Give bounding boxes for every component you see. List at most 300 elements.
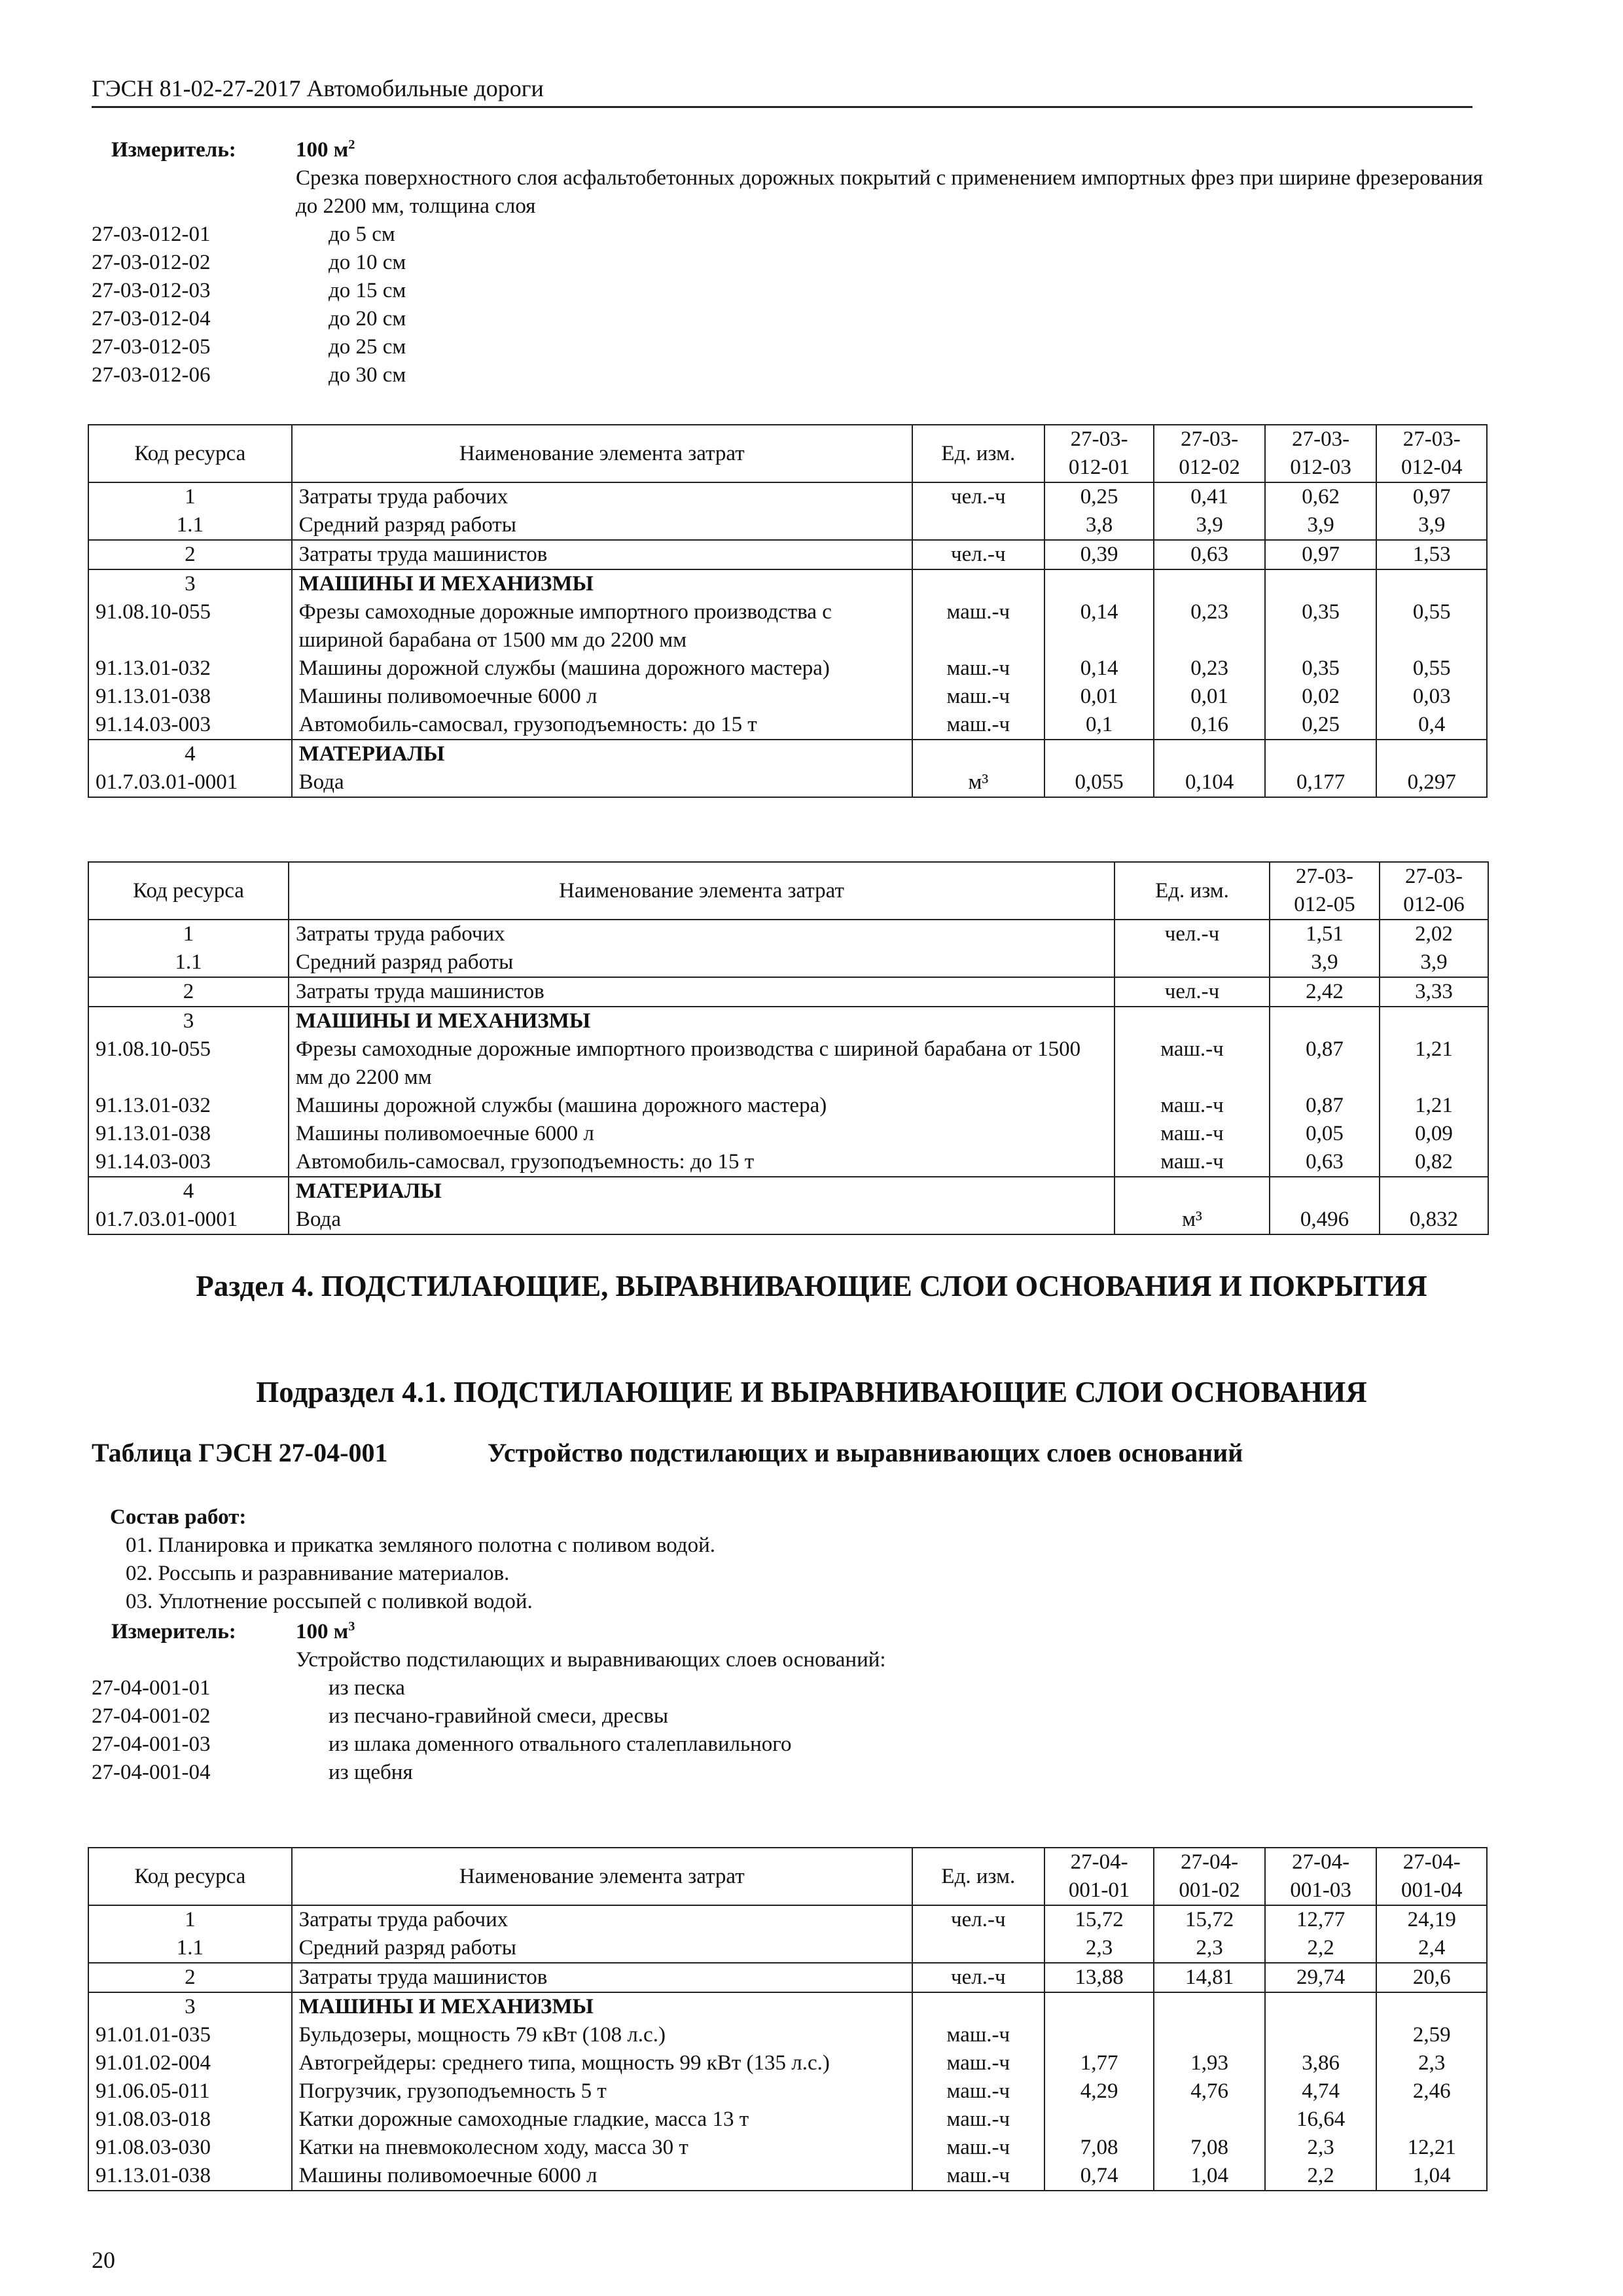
cell-unit: [912, 569, 1044, 598]
cell-value: [1044, 2106, 1154, 2134]
cell-value: [1044, 2021, 1154, 2049]
col-header-rate: 27-03- 012-03: [1265, 425, 1377, 482]
cell-name: Затраты труда машинистов: [292, 1963, 912, 1992]
table-row: [88, 2134, 1487, 2162]
cell-value: 0,03: [1376, 683, 1487, 711]
cell-value: [1154, 2106, 1265, 2134]
cell-value: [1265, 569, 1377, 598]
cell-code: 91.14.03-003: [88, 711, 292, 740]
measure-unit: [296, 1618, 355, 1646]
cell-code: 3: [88, 1007, 289, 1035]
col-header-name: Наименование элемента затрат: [289, 862, 1115, 920]
cell-value: 1,51: [1270, 920, 1380, 948]
cell-code: 3: [88, 569, 292, 598]
cell-value: 0,23: [1154, 655, 1265, 683]
cell-value: [1154, 740, 1265, 768]
item-code: 27-03-012-02: [92, 251, 211, 274]
cell-value: 2,3: [1265, 2134, 1377, 2162]
cell-value: 0,25: [1265, 711, 1377, 740]
item-code: 27-03-012-03: [92, 279, 211, 302]
cell-unit: [1115, 1177, 1270, 1206]
table-caption-title: Устройство подстилающих и выравнивающих слоев оснований: [488, 1438, 1243, 1467]
cell-value: [1154, 1992, 1265, 2021]
item-code: 27-03-012-01: [92, 223, 211, 246]
measure-item: [92, 1674, 1472, 1702]
cell-value: 2,4: [1376, 1934, 1487, 1963]
cell-unit: маш.-ч: [1115, 1120, 1270, 1148]
cell-value: 2,46: [1376, 2077, 1487, 2106]
cell-value: 14,81: [1154, 1963, 1265, 1992]
measure-description: Устройство подстилающих и выравнивающих слоев оснований:: [296, 1648, 886, 1672]
page-number: 20: [92, 2247, 115, 2273]
cell-value: 0,1: [1044, 711, 1154, 740]
table-row: [88, 948, 1488, 977]
measure-block-1: [92, 136, 1483, 389]
cell-value: 0,297: [1376, 768, 1487, 797]
measure-label: Измеритель:: [111, 1620, 236, 1643]
cell-value: 2,2: [1265, 1934, 1377, 1963]
resource-table-2: [88, 861, 1489, 1235]
cell-name: Средний разряд работы: [289, 948, 1115, 977]
cell-name: Фрезы самоходные дорожные импортного производства с шириной барабана от 1500 мм до 2200 мм: [289, 1035, 1115, 1092]
cell-value: 3,33: [1380, 977, 1488, 1007]
cell-value: 1,53: [1376, 540, 1487, 569]
item-text: из шлака доменного отвального сталеплавильного: [329, 1732, 792, 1756]
item-code: 27-04-001-01: [92, 1676, 211, 1700]
cell-value: 13,88: [1044, 1963, 1154, 1992]
cell-name: Бульдозеры, мощность 79 кВт (108 л.с.): [292, 2021, 912, 2049]
cell-unit: маш.-ч: [912, 2162, 1044, 2191]
item-text: до 30 см: [329, 363, 406, 387]
measure-unit-sup: 2: [348, 137, 355, 152]
cell-name: Машины поливомоечные 6000 л: [292, 683, 912, 711]
cell-unit: чел.-ч: [1115, 977, 1270, 1007]
col-header-rate: 27-04- 001-04: [1376, 1848, 1487, 1905]
table-row: [88, 1934, 1487, 1963]
cell-name: Машины поливомоечные 6000 л: [292, 2162, 912, 2191]
cell-unit: маш.-ч: [1115, 1035, 1270, 1092]
table-row: [88, 2021, 1487, 2049]
cell-value: 0,05: [1270, 1120, 1380, 1148]
cell-value: 3,9: [1154, 511, 1265, 540]
cell-unit: [912, 511, 1044, 540]
cell-code: 1: [88, 1905, 292, 1934]
cell-value: 0,23: [1154, 598, 1265, 655]
cell-unit: [912, 1992, 1044, 2021]
item-code: 27-04-001-02: [92, 1704, 211, 1728]
cell-value: 3,9: [1270, 948, 1380, 977]
item-code: 27-04-001-03: [92, 1732, 211, 1756]
cell-name: Машины дорожной службы (машина дорожного мастера): [289, 1092, 1115, 1120]
cell-value: 0,35: [1265, 598, 1377, 655]
cell-unit: маш.-ч: [912, 2106, 1044, 2134]
cell-value: [1265, 1992, 1377, 2021]
cell-value: 0,02: [1265, 683, 1377, 711]
item-text: до 15 см: [329, 279, 406, 302]
cell-value: 7,08: [1154, 2134, 1265, 2162]
cell-value: [1265, 2021, 1377, 2049]
cell-unit: маш.-ч: [1115, 1148, 1270, 1177]
cell-unit: чел.-ч: [912, 482, 1044, 511]
cell-unit: [1115, 1007, 1270, 1035]
cell-unit: маш.-ч: [912, 683, 1044, 711]
cell-code: 91.08.03-018: [88, 2106, 292, 2134]
measure-label: Измеритель:: [111, 138, 236, 162]
cell-value: 1,04: [1376, 2162, 1487, 2191]
cell-value: [1265, 740, 1377, 768]
cell-unit: [1115, 948, 1270, 977]
cell-value: [1380, 1177, 1488, 1206]
cell-value: 15,72: [1154, 1905, 1265, 1934]
cell-code: 4: [88, 1177, 289, 1206]
measure-item: [92, 361, 1472, 389]
measure-block-2: [92, 1618, 1472, 1787]
measure-items: [92, 221, 1472, 389]
cell-value: 0,832: [1380, 1206, 1488, 1234]
cell-unit: м³: [912, 768, 1044, 797]
cell-code: 4: [88, 740, 292, 768]
measure-item: [92, 221, 1472, 249]
cell-value: 0,87: [1270, 1035, 1380, 1092]
cell-code: 91.01.01-035: [88, 2021, 292, 2049]
cell-code: 91.13.01-038: [88, 1120, 289, 1148]
cell-code: 91.08.10-055: [88, 598, 292, 655]
col-header-rate: 27-04- 001-03: [1265, 1848, 1377, 1905]
cell-value: 0,63: [1270, 1148, 1380, 1177]
col-header-rate: 27-03- 012-01: [1044, 425, 1154, 482]
cell-code: 91.08.10-055: [88, 1035, 289, 1092]
cell-code: 91.13.01-038: [88, 683, 292, 711]
cell-value: 0,97: [1265, 540, 1377, 569]
cell-value: 20,6: [1376, 1963, 1487, 1992]
table-row: [88, 655, 1487, 683]
cell-value: 0,01: [1154, 683, 1265, 711]
col-header-rate: 27-03- 012-02: [1154, 425, 1265, 482]
subsection-title: Подраздел 4.1. ПОДСТИЛАЮЩИЕ И ВЫРАВНИВАЮЩИЕ СЛОИ ОСНОВАНИЯ: [256, 1376, 1367, 1408]
cell-unit: маш.-ч: [912, 2049, 1044, 2077]
item-text: из песка: [329, 1676, 405, 1700]
measure-item: [92, 1731, 1472, 1759]
cell-code: 91.13.01-032: [88, 655, 292, 683]
works-item: 01. Планировка и прикатка земляного полотна с поливом водой.: [126, 1534, 715, 1557]
cell-code: 1: [88, 482, 292, 511]
cell-unit: маш.-ч: [1115, 1092, 1270, 1120]
cell-unit: маш.-ч: [912, 598, 1044, 655]
works-list: [110, 1503, 1419, 1616]
cell-code: 91.06.05-011: [88, 2077, 292, 2106]
col-header-rate: 27-03- 012-04: [1376, 425, 1487, 482]
cell-unit: маш.-ч: [912, 711, 1044, 740]
measure-item: [92, 1702, 1472, 1731]
col-header-unit: Ед. изм.: [912, 425, 1044, 482]
cell-value: 1,77: [1044, 2049, 1154, 2077]
table-row: [88, 1092, 1488, 1120]
table-row: [88, 598, 1487, 655]
cell-name: Машины поливомоечные 6000 л: [289, 1120, 1115, 1148]
cell-value: 2,02: [1380, 920, 1488, 948]
section-title: Раздел 4. ПОДСТИЛАЮЩИЕ, ВЫРАВНИВАЮЩИЕ СЛОИ ОСНОВАНИЯ И ПОКРЫТИЯ: [196, 1270, 1427, 1302]
cell-value: 0,25: [1044, 482, 1154, 511]
table-row: [88, 1206, 1488, 1234]
cell-name: Затраты труда рабочих: [289, 920, 1115, 948]
cell-value: 0,01: [1044, 683, 1154, 711]
cell-value: 2,3: [1044, 1934, 1154, 1963]
cell-value: 2,2: [1265, 2162, 1377, 2191]
cell-value: 0,55: [1376, 598, 1487, 655]
table-row: [88, 511, 1487, 540]
table-row: [88, 683, 1487, 711]
cell-value: 15,72: [1044, 1905, 1154, 1934]
cell-name: Затраты труда рабочих: [292, 482, 912, 511]
cell-value: [1376, 2106, 1487, 2134]
table-row: [88, 1120, 1488, 1148]
cell-value: [1376, 569, 1487, 598]
cell-value: 0,82: [1380, 1148, 1488, 1177]
table-row: [88, 2049, 1487, 2077]
cell-code: 1: [88, 920, 289, 948]
table-caption-number: Таблица ГЭСН 27-04-001: [92, 1438, 388, 1467]
table-row: [88, 2077, 1487, 2106]
cell-value: [1044, 569, 1154, 598]
cell-value: 0,055: [1044, 768, 1154, 797]
col-header-unit: Ед. изм.: [1115, 862, 1270, 920]
cell-value: 2,3: [1376, 2049, 1487, 2077]
cell-value: 3,9: [1380, 948, 1488, 977]
cell-name: МАТЕРИАЛЫ: [292, 740, 912, 768]
cell-unit: [912, 1934, 1044, 1963]
cell-code: 91.13.01-038: [88, 2162, 292, 2191]
cell-value: 0,74: [1044, 2162, 1154, 2191]
measure-unit-text: 100 м: [296, 1620, 349, 1643]
cell-value: [1270, 1007, 1380, 1035]
table-row: [88, 482, 1487, 511]
cell-name: Автомобиль-самосвал, грузоподъемность: до 15 т: [289, 1148, 1115, 1177]
measure-items: [92, 1674, 1472, 1787]
cell-value: 0,35: [1265, 655, 1377, 683]
works-title: Состав работ:: [110, 1505, 247, 1529]
cell-name: МАТЕРИАЛЫ: [289, 1177, 1115, 1206]
cell-value: 0,16: [1154, 711, 1265, 740]
col-header-rate: 27-04- 001-02: [1154, 1848, 1265, 1905]
table-row: [88, 1007, 1488, 1035]
cell-name: Фрезы самоходные дорожные импортного производства с шириной барабана от 1500 мм до 2200 мм: [292, 598, 912, 655]
table-row: [88, 569, 1487, 598]
table-row: [88, 2162, 1487, 2191]
cell-unit: маш.-ч: [912, 2077, 1044, 2106]
table-row: [88, 768, 1487, 797]
cell-value: 2,3: [1154, 1934, 1265, 1963]
cell-unit: маш.-ч: [912, 2021, 1044, 2049]
col-header-rate: 27-03- 012-05: [1270, 862, 1380, 920]
table-row: [88, 977, 1488, 1007]
item-text: до 5 см: [329, 223, 395, 246]
cell-name: Средний разряд работы: [292, 511, 912, 540]
works-item: 03. Уплотнение россыпей с поливкой водой.: [126, 1590, 533, 1613]
cell-unit: чел.-ч: [912, 1905, 1044, 1934]
table-row: [88, 1177, 1488, 1206]
cell-value: 1,93: [1154, 2049, 1265, 2077]
cell-code: 1.1: [88, 948, 289, 977]
cell-unit: чел.-ч: [1115, 920, 1270, 948]
table-header-row: [88, 1848, 1487, 1905]
cell-value: 3,8: [1044, 511, 1154, 540]
cell-value: [1376, 1992, 1487, 2021]
cell-value: 0,14: [1044, 598, 1154, 655]
cell-code: 91.08.03-030: [88, 2134, 292, 2162]
cell-code: 2: [88, 1963, 292, 1992]
cell-value: 2,59: [1376, 2021, 1487, 2049]
table-caption: [92, 1436, 1243, 1470]
cell-value: 7,08: [1044, 2134, 1154, 2162]
cell-name: МАШИНЫ И МЕХАНИЗМЫ: [292, 1992, 912, 2021]
col-header-code: Код ресурса: [88, 1848, 292, 1905]
item-code: 27-04-001-04: [92, 1761, 211, 1784]
item-text: из песчано-гравийной смеси, дресвы: [329, 1704, 669, 1728]
cell-value: 3,9: [1376, 511, 1487, 540]
cell-value: 0,97: [1376, 482, 1487, 511]
item-text: до 10 см: [329, 251, 406, 274]
col-header-code: Код ресурса: [88, 862, 289, 920]
cell-value: 0,14: [1044, 655, 1154, 683]
cell-value: 1,21: [1380, 1035, 1488, 1092]
cell-value: 0,09: [1380, 1120, 1488, 1148]
cell-name: Затраты труда машинистов: [292, 540, 912, 569]
cell-name: Автогрейдеры: среднего типа, мощность 99 кВт (135 л.с.): [292, 2049, 912, 2077]
col-header-unit: Ед. изм.: [912, 1848, 1044, 1905]
measure-item: [92, 277, 1472, 305]
table-row: [88, 1035, 1488, 1092]
table-header-row: [88, 425, 1487, 482]
cell-value: 3,86: [1265, 2049, 1377, 2077]
cell-unit: чел.-ч: [912, 1963, 1044, 1992]
table-row: [88, 1148, 1488, 1177]
table-row: [88, 1963, 1487, 1992]
cell-value: 12,77: [1265, 1905, 1377, 1934]
cell-code: 91.14.03-003: [88, 1148, 289, 1177]
cell-value: 0,41: [1154, 482, 1265, 511]
cell-name: Затраты труда машинистов: [289, 977, 1115, 1007]
cell-code: 2: [88, 540, 292, 569]
cell-value: 29,74: [1265, 1963, 1377, 1992]
cell-value: 0,177: [1265, 768, 1377, 797]
cell-value: [1376, 740, 1487, 768]
item-text: до 20 см: [329, 307, 406, 331]
table-row: [88, 2106, 1487, 2134]
cell-unit: чел.-ч: [912, 540, 1044, 569]
measure-description: Срезка поверхностного слоя асфальтобетонных дорожных покрытий с применением импортных фрез при ширине фрезерования до 2200 мм, толщина слоя: [296, 166, 1483, 218]
table-row: [88, 540, 1487, 569]
item-code: 27-03-012-04: [92, 307, 211, 331]
col-header-rate: 27-04- 001-01: [1044, 1848, 1154, 1905]
item-text: до 25 см: [329, 335, 406, 359]
cell-value: 0,39: [1044, 540, 1154, 569]
cell-value: 2,42: [1270, 977, 1380, 1007]
item-code: 27-03-012-06: [92, 363, 211, 387]
cell-name: Катки дорожные самоходные гладкие, масса 13 т: [292, 2106, 912, 2134]
cell-value: [1154, 2021, 1265, 2049]
cell-name: МАШИНЫ И МЕХАНИЗМЫ: [292, 569, 912, 598]
measure-item: [92, 1759, 1472, 1787]
cell-name: Автомобиль-самосвал, грузоподъемность: до 15 т: [292, 711, 912, 740]
table-row: [88, 1992, 1487, 2021]
resource-table-1: [88, 424, 1488, 798]
cell-value: [1270, 1177, 1380, 1206]
cell-value: 3,9: [1265, 511, 1377, 540]
cell-name: Затраты труда рабочих: [292, 1905, 912, 1934]
cell-name: Машины дорожной службы (машина дорожного мастера): [292, 655, 912, 683]
cell-value: 0,104: [1154, 768, 1265, 797]
running-header: ГЭСН 81-02-27-2017 Автомобильные дороги: [92, 73, 1472, 108]
cell-value: 1,04: [1154, 2162, 1265, 2191]
cell-name: Вода: [289, 1206, 1115, 1234]
cell-value: [1044, 1992, 1154, 2021]
item-text: из щебня: [329, 1761, 413, 1784]
cell-code: 3: [88, 1992, 292, 2021]
measure-item: [92, 305, 1472, 333]
cell-name: Катки на пневмоколесном ходу, масса 30 т: [292, 2134, 912, 2162]
cell-code: 1.1: [88, 511, 292, 540]
cell-name: МАШИНЫ И МЕХАНИЗМЫ: [289, 1007, 1115, 1035]
col-header-name: Наименование элемента затрат: [292, 1848, 912, 1905]
cell-name: Средний разряд работы: [292, 1934, 912, 1963]
cell-value: [1380, 1007, 1488, 1035]
cell-value: 0,63: [1154, 540, 1265, 569]
cell-unit: [912, 740, 1044, 768]
table-row: [88, 920, 1488, 948]
cell-code: 91.01.02-004: [88, 2049, 292, 2077]
cell-value: 24,19: [1376, 1905, 1487, 1934]
cell-value: 0,55: [1376, 655, 1487, 683]
cell-unit: м³: [1115, 1206, 1270, 1234]
cell-code: 91.13.01-032: [88, 1092, 289, 1120]
cell-value: 4,74: [1265, 2077, 1377, 2106]
cell-code: 01.7.03.01-0001: [88, 768, 292, 797]
table-row: [88, 1905, 1487, 1934]
cell-value: [1154, 569, 1265, 598]
measure-item: [92, 333, 1472, 361]
cell-value: [1044, 740, 1154, 768]
col-header-rate: 27-03- 012-06: [1380, 862, 1488, 920]
cell-unit: маш.-ч: [912, 655, 1044, 683]
resource-table-3: [88, 1847, 1488, 2191]
cell-value: 4,29: [1044, 2077, 1154, 2106]
works-item: 02. Россыпь и разравнивание материалов.: [126, 1562, 510, 1585]
table-row: [88, 711, 1487, 740]
measure-item: [92, 249, 1472, 277]
cell-value: 0,87: [1270, 1092, 1380, 1120]
cell-value: 12,21: [1376, 2134, 1487, 2162]
cell-code: 2: [88, 977, 289, 1007]
cell-name: Вода: [292, 768, 912, 797]
cell-value: 0,4: [1376, 711, 1487, 740]
cell-code: 1.1: [88, 1934, 292, 1963]
table-header-row: [88, 862, 1488, 920]
cell-value: 16,64: [1265, 2106, 1377, 2134]
cell-name: Погрузчик, грузоподъемность 5 т: [292, 2077, 912, 2106]
measure-unit: [296, 136, 355, 164]
cell-code: 01.7.03.01-0001: [88, 1206, 289, 1234]
measure-unit-text: 100 м: [296, 138, 349, 162]
col-header-name: Наименование элемента затрат: [292, 425, 912, 482]
cell-unit: маш.-ч: [912, 2134, 1044, 2162]
measure-unit-sup: 3: [348, 1619, 355, 1634]
cell-value: 0,496: [1270, 1206, 1380, 1234]
col-header-code: Код ресурса: [88, 425, 292, 482]
cell-value: 0,62: [1265, 482, 1377, 511]
cell-value: 1,21: [1380, 1092, 1488, 1120]
item-code: 27-03-012-05: [92, 335, 211, 359]
table-row: [88, 740, 1487, 768]
